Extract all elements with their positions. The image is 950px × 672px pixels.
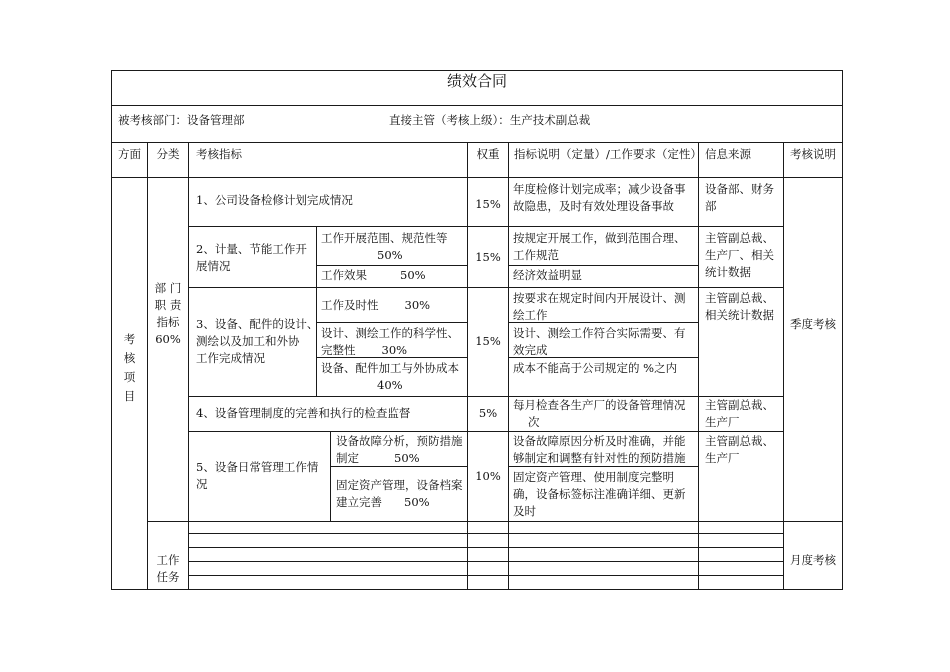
indicator-2: 2、计量、节能工作开 展情况 [196, 242, 307, 273]
desc-3b: 设计、测绘工作符合实际需要、有 效完成 [513, 326, 686, 357]
sub-2b: 工作效果 50% [321, 268, 426, 282]
sub-2a: 工作开展范围、规范性等 50% [321, 231, 448, 262]
source-1: 设备部、财务 部 [705, 182, 774, 213]
col-source-right [783, 142, 784, 590]
note-monthly: 月度考核 [790, 553, 836, 567]
header-indicator: 考核指标 [196, 147, 242, 161]
col-category-right [188, 142, 189, 590]
desc-1: 年度检修计划完成率；减少设备事 故隐患，及时有效处理设备事故 [513, 182, 686, 213]
header-source: 信息来源 [705, 147, 751, 161]
sub-5b: 固定资产管理，设备档案 建立完善 50% [336, 478, 463, 509]
row-sep-4 [188, 431, 784, 432]
desc-3a: 按要求在规定时间内开展设计、测 绘工作 [513, 291, 686, 322]
task-row-3 [188, 561, 784, 562]
task-row-2 [188, 547, 784, 548]
desc-5b: 固定资产管理、使用制度完整明 确，设备标签标注准确详细、更新 及时 [513, 470, 686, 518]
row-sep-2 [188, 287, 784, 288]
source-5: 主管副总裁、 生产厂 [705, 434, 774, 465]
indicator-5: 5、设备日常管理工作情 况 [196, 460, 319, 491]
page-title: 绩效合同 [446, 72, 507, 90]
header-note: 考核说明 [790, 147, 836, 161]
weight-4: 5% [478, 406, 498, 420]
header-aspect: 方面 [118, 147, 141, 161]
sub-3c: 设备、配件加工与外协成本 40% [321, 361, 459, 392]
source-2: 主管副总裁、 生产厂、相关 统计数据 [705, 231, 774, 279]
col-desc-right [698, 142, 699, 590]
department-label: 被考核部门：设备管理部 [118, 113, 245, 127]
subcol-row2 [316, 226, 317, 288]
border-top [111, 70, 843, 71]
supervisor-label: 直接主管（考核上级）：生产技术副总裁 [389, 113, 591, 127]
header-weight: 权重 [476, 147, 500, 161]
col-weight-right [508, 142, 509, 590]
rule-dept [111, 142, 843, 143]
weight-2: 15% [475, 250, 501, 264]
sub-3a: 工作及时性 30% [321, 298, 431, 312]
rule-title [111, 105, 843, 106]
note-quarterly: 季度考核 [790, 317, 836, 331]
desc-3c: 成本不能高于公司规定的 %之内 [513, 361, 678, 375]
indicator-3: 3、设备、配件的设计、 测绘以及加工和外协 工作完成情况 [196, 317, 319, 365]
sub-5a: 设备故障分析，预防措施 制定 50% [336, 434, 463, 465]
border-bottom [111, 589, 843, 590]
sub-3b: 设计、测绘工作的科学性、 完整性 30% [321, 326, 459, 357]
row-sep-1 [188, 226, 784, 227]
desc-2b: 经济效益明显 [513, 268, 582, 282]
category-work-tasks: 工作 任务 [156, 553, 180, 584]
sub-sep-3a [316, 322, 468, 323]
desc-2a: 按规定开展工作，做到范围合理、 工作规范 [513, 231, 686, 262]
aspect-label: 考 核 项 目 [123, 332, 136, 403]
category-dept-duties: 部 门 职 责 指标 60% [154, 281, 182, 346]
desc-sep-2a [508, 265, 699, 266]
col-aspect-right [147, 142, 148, 590]
header-description: 指标说明（定量）/工作要求（定性） [514, 147, 702, 161]
weight-3: 15% [475, 334, 501, 348]
desc-4: 每月检查各生产厂的设备管理情况 次 [513, 398, 686, 429]
source-3: 主管副总裁、 相关统计数据 [705, 291, 774, 322]
source-4: 主管副总裁、 生产厂 [705, 398, 774, 429]
border-right [842, 70, 843, 590]
indicator-4: 4、设备管理制度的完善和执行的检查监督 [196, 406, 411, 420]
section-sep-task [147, 521, 843, 522]
row-sep-3 [188, 396, 784, 397]
weight-1: 15% [475, 197, 501, 211]
indicator-1: 1、公司设备检修计划完成情况 [196, 193, 353, 207]
task-row-4 [188, 575, 784, 576]
desc-5a: 设备故障原因分析及时准确，并能 够制定和调整有针对性的预防措施 [513, 434, 686, 465]
rule-header [111, 177, 843, 178]
weight-5: 10% [475, 469, 501, 483]
task-row-1 [188, 533, 784, 534]
sub-sep-2a [316, 265, 468, 266]
subcol-row5 [330, 431, 331, 521]
header-category: 分类 [156, 147, 180, 161]
